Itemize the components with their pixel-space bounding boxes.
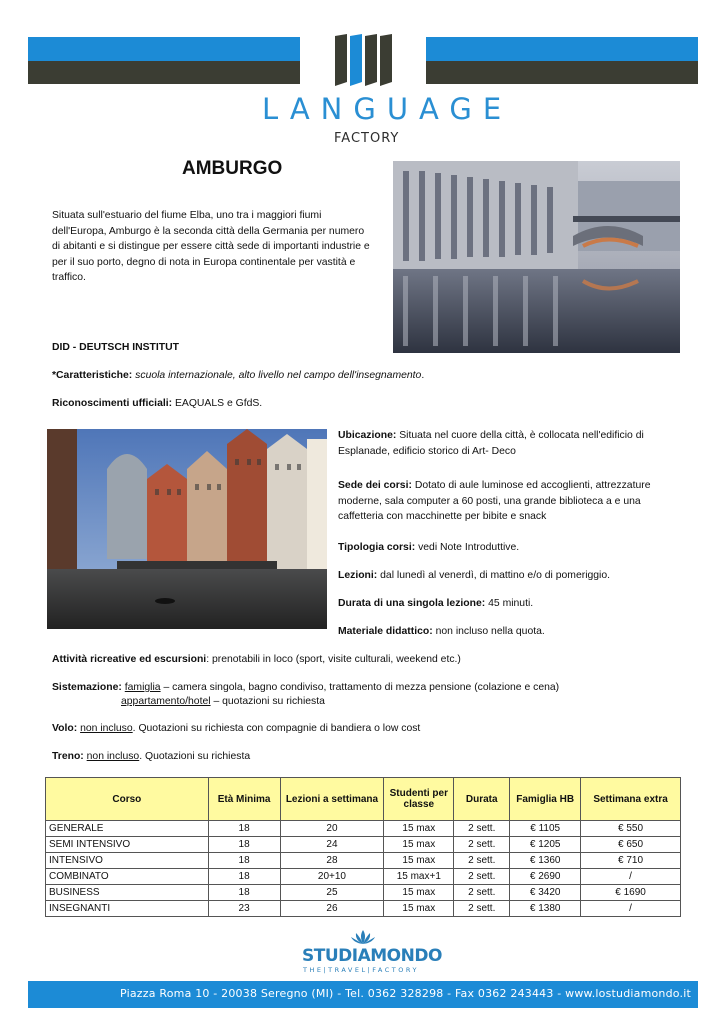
table-cell: 15 max <box>384 821 454 837</box>
table-header-cell: Corso <box>46 778 209 821</box>
hamburg-canal-photo <box>393 161 680 353</box>
table-cell: € 1380 <box>510 901 581 917</box>
school-recognitions: Riconoscimenti ufficiali: EAQUALS e GfdS. <box>52 398 263 409</box>
header-band-right-blue <box>426 37 698 61</box>
accommodation-family-link[interactable]: famiglia <box>124 682 161 693</box>
header-band-left-dark <box>28 61 300 84</box>
table-cell: 20+10 <box>280 869 384 885</box>
table-row <box>46 853 681 869</box>
table-cell: 2 sett. <box>454 853 510 869</box>
table-cell: 24 <box>280 837 384 853</box>
school-activities: Attività ricreative ed escursioni: prenotabili in loco (sport, visite culturali, weekend etc.) <box>52 654 461 665</box>
table-cell: / <box>581 869 681 885</box>
table-cell: 25 <box>280 885 384 901</box>
lotus-logo-icon <box>350 928 376 946</box>
table-header-row <box>46 778 681 821</box>
table-row <box>46 821 681 837</box>
table-cell: 18 <box>208 837 280 853</box>
table-cell: 20 <box>280 821 384 837</box>
table-cell: INSEGNANTI <box>46 901 209 917</box>
table-cell: € 1360 <box>510 853 581 869</box>
header-band-right-dark <box>426 61 698 84</box>
price-table <box>45 777 681 917</box>
school-accommodation: Sistemazione: famiglia – camera singola, bagno condiviso, trattamento di mezza pensione (colazione e cena) <box>52 682 560 693</box>
brand-logo-text: LANGUAGE <box>262 92 513 126</box>
table-cell: € 650 <box>581 837 681 853</box>
school-course-type: Tipologia corsi: vedi Note Introduttive. <box>338 542 520 553</box>
school-train: Treno: non incluso. Quotazioni su richiesta <box>52 751 251 762</box>
footer-bar <box>28 981 698 1008</box>
table-cell: 15 max+1 <box>384 869 454 885</box>
header-band-left-blue <box>28 37 300 61</box>
table-header-cell: Studenti per classe <box>384 778 454 821</box>
table-header-cell: Settimana extra <box>581 778 681 821</box>
school-name: DID - DEUTSCH INSTITUT <box>52 342 179 353</box>
table-row <box>46 885 681 901</box>
table-header-cell: Famiglia HB <box>510 778 581 821</box>
table-cell: 2 sett. <box>454 837 510 853</box>
table-cell: 15 max <box>384 885 454 901</box>
table-cell: 26 <box>280 901 384 917</box>
accommodation-apartment-link[interactable]: appartamento/hotel <box>121 696 211 707</box>
table-cell: 2 sett. <box>454 821 510 837</box>
table-cell: BUSINESS <box>46 885 209 901</box>
table-cell: INTENSIVO <box>46 853 209 869</box>
school-material: Materiale didattico: non incluso nella quota. <box>338 626 545 637</box>
table-cell: 18 <box>208 853 280 869</box>
school-seat: Sede dei corsi: Dotato di aule luminose ed accoglienti, attrezzature moderne, sala computer a 60 posti, una grande biblioteca a e una caffetteria con macchinette per bibite e snack <box>338 480 651 522</box>
train-link[interactable]: non incluso <box>86 751 140 762</box>
table-cell: 18 <box>208 869 280 885</box>
studiamondo-logo-subtext: THE|TRAVEL|FACTORY <box>303 966 419 974</box>
table-header-cell: Età Minima <box>208 778 280 821</box>
table-cell: 2 sett. <box>454 901 510 917</box>
table-cell: 18 <box>208 885 280 901</box>
table-cell: € 1105 <box>510 821 581 837</box>
footer-address: Piazza Roma 10 - 20038 Seregno (MI) - Tel. 0362 328298 - Fax 0362 243443 - www.lostudiamondo.it <box>120 987 691 1000</box>
table-row <box>46 837 681 853</box>
school-lessons: Lezioni: dal lunedì al venerdì, di mattino e/o di pomeriggio. <box>338 570 611 581</box>
city-title: AMBURGO <box>182 158 283 179</box>
table-cell: / <box>581 901 681 917</box>
table-cell: € 710 <box>581 853 681 869</box>
school-location: Ubicazione: Situata nel cuore della città, è collocata nell'edificio di Esplanade, edificio storico di Art- Deco <box>338 430 644 457</box>
table-cell: 15 max <box>384 853 454 869</box>
table-header-cell: Lezioni a settimana <box>280 778 384 821</box>
school-accommodation-apartment: appartamento/hotel – quotazioni su richiesta <box>121 696 325 707</box>
table-row <box>46 901 681 917</box>
table-cell: 2 sett. <box>454 885 510 901</box>
city-description: Situata sull'estuario del fiume Elba, uno tra i maggiori fiumi dell'Europa, Amburgo è la seconda città della Germania per numero di abitanti e si distingue per essere città sede di importanti industrie e per il suo porto, degno di nota in Europa continentale per vastità e traffico. <box>52 210 370 283</box>
table-cell: € 1690 <box>581 885 681 901</box>
table-cell: 28 <box>280 853 384 869</box>
school-lesson-duration: Durata di una singola lezione: 45 minuti. <box>338 598 534 609</box>
table-cell: SEMI INTENSIVO <box>46 837 209 853</box>
table-cell: COMBINATO <box>46 869 209 885</box>
school-flight: Volo: non incluso. Quotazioni su richiesta con compagnie di bandiera o low cost <box>52 723 421 734</box>
table-cell: 15 max <box>384 901 454 917</box>
table-cell: 18 <box>208 821 280 837</box>
school-features: *Caratteristiche: scuola internazionale, alto livello nel campo dell'insegnamento. <box>52 370 425 381</box>
table-cell: 2 sett. <box>454 869 510 885</box>
table-cell: € 550 <box>581 821 681 837</box>
table-cell: € 3420 <box>510 885 581 901</box>
studiamondo-logo-text: STUDIAMONDO <box>302 946 442 966</box>
table-header-cell: Durata <box>454 778 510 821</box>
table-cell: 15 max <box>384 837 454 853</box>
table-cell: GENERALE <box>46 821 209 837</box>
table-cell: 23 <box>208 901 280 917</box>
table-cell: € 2690 <box>510 869 581 885</box>
table-row <box>46 869 681 885</box>
brand-logo-subtext: FACTORY <box>334 131 400 146</box>
books-logo-icon <box>333 34 395 88</box>
hamburg-buildings-photo <box>47 429 327 629</box>
table-cell: € 1205 <box>510 837 581 853</box>
flight-link[interactable]: non incluso <box>80 723 133 734</box>
